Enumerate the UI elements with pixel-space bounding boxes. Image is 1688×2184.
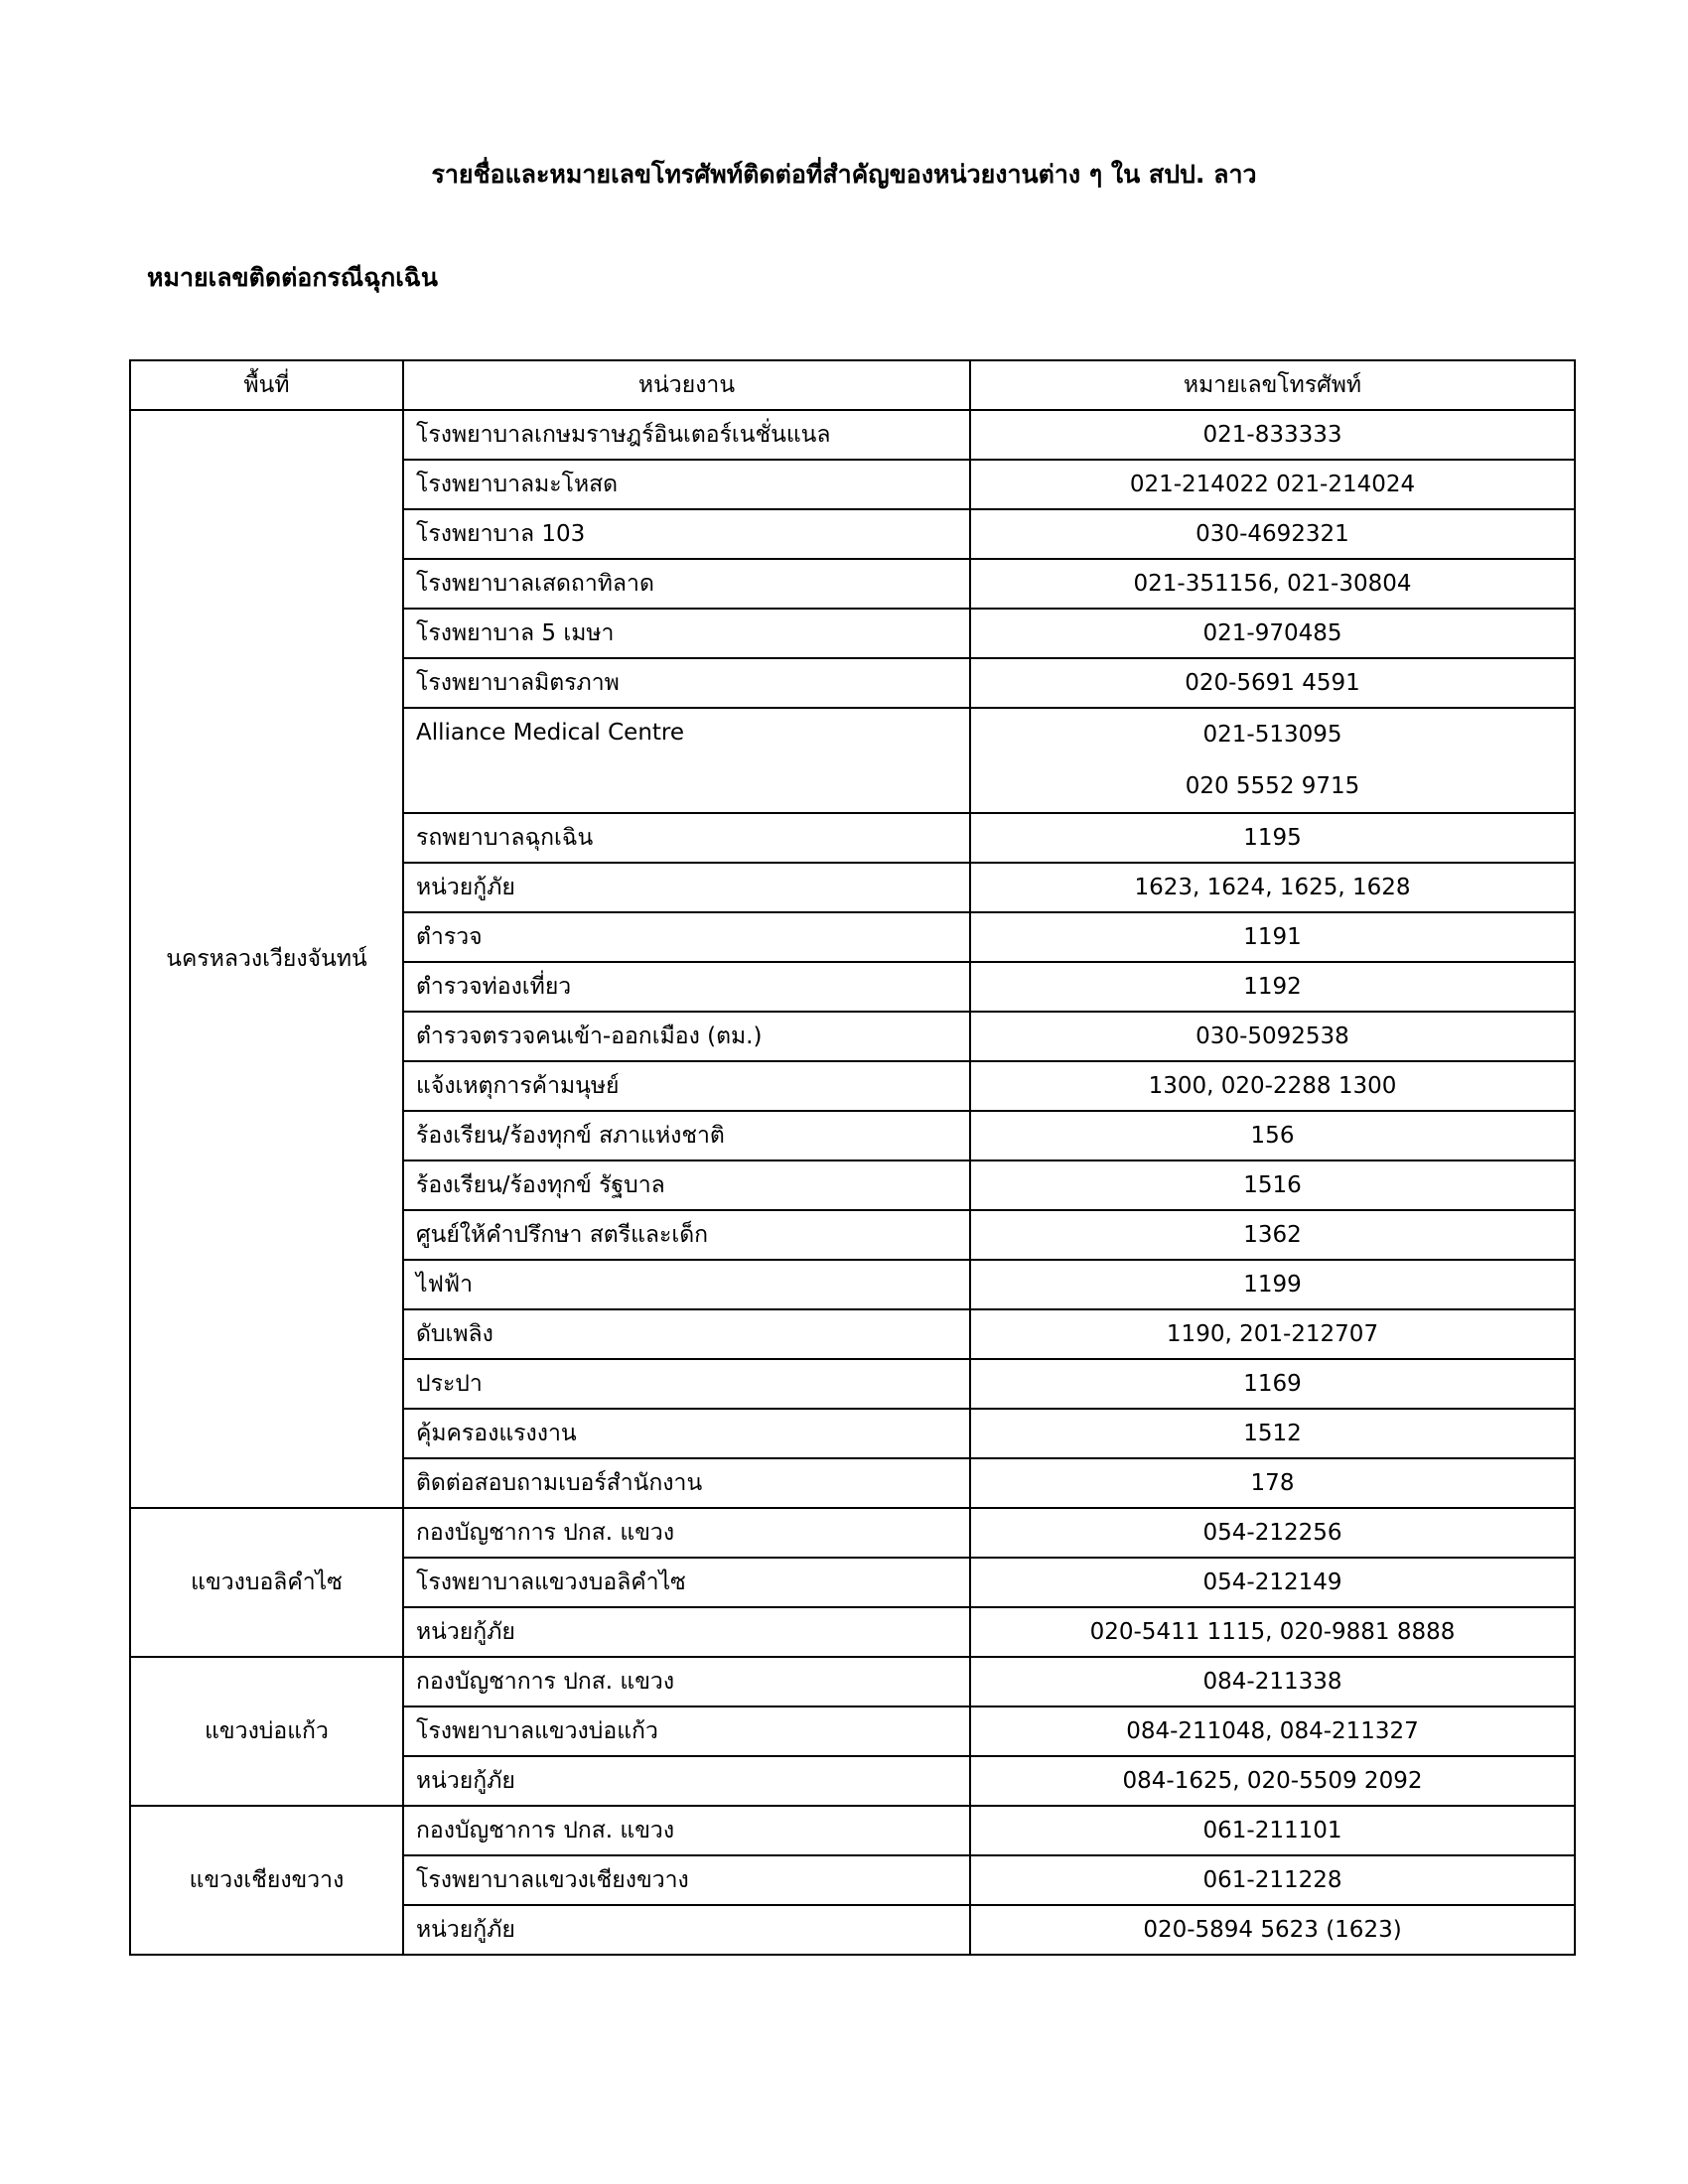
agency-cell: โรงพยาบาลแขวงบอลิคำไซ bbox=[403, 1558, 970, 1607]
table-row bbox=[130, 410, 1575, 460]
agency-cell: กองบัญชาการ ปกส. แขวง bbox=[403, 1508, 970, 1558]
agency-cell: ร้องเรียน/ร้องทุกข์ รัฐบาล bbox=[403, 1160, 970, 1210]
phone-cell: 1191 bbox=[970, 912, 1575, 962]
phone-cell: 030-4692321 bbox=[970, 509, 1575, 559]
phone-cell: 084-211338 bbox=[970, 1657, 1575, 1706]
area-cell: แขวงบอลิคำไซ bbox=[130, 1508, 403, 1657]
agency-cell: Alliance Medical Centre bbox=[403, 708, 970, 813]
table-body bbox=[130, 410, 1575, 1955]
agency-cell: รถพยาบาลฉุกเฉิน bbox=[403, 813, 970, 863]
agency-cell: ไฟฟ้า bbox=[403, 1260, 970, 1309]
agency-cell: โรงพยาบาล 103 bbox=[403, 509, 970, 559]
phone-cell: 021-970485 bbox=[970, 609, 1575, 658]
area-cell: นครหลวงเวียงจันทน์ bbox=[130, 410, 403, 1508]
phone-cell: 178 bbox=[970, 1458, 1575, 1508]
phone-cell: 1195 bbox=[970, 813, 1575, 863]
phone-cell bbox=[970, 708, 1575, 813]
phone-cell: 020-5894 5623 (1623) bbox=[970, 1905, 1575, 1955]
agency-cell: ติดต่อสอบถามเบอร์สำนักงาน bbox=[403, 1458, 970, 1508]
agency-cell: กองบัญชาการ ปกส. แขวง bbox=[403, 1806, 970, 1855]
agency-cell: หน่วยกู้ภัย bbox=[403, 863, 970, 912]
agency-cell: คุ้มครองแรงงาน bbox=[403, 1409, 970, 1458]
section-heading: หมายเลขติดต่อกรณีฉุกเฉิน bbox=[147, 263, 438, 292]
phone-cell: 054-212149 bbox=[970, 1558, 1575, 1607]
agency-cell: ตำรวจตรวจคนเข้า-ออกเมือง (ตม.) bbox=[403, 1012, 970, 1061]
phone-cell: 020-5691 4591 bbox=[970, 658, 1575, 708]
area-cell: แขวงเชียงขวาง bbox=[130, 1806, 403, 1955]
area-cell: แขวงบ่อแก้ว bbox=[130, 1657, 403, 1806]
phone-cell: 030-5092538 bbox=[970, 1012, 1575, 1061]
phone-cell: 1169 bbox=[970, 1359, 1575, 1409]
phone-cell: 021-351156, 021-30804 bbox=[970, 559, 1575, 609]
column-header-area: พื้นที่ bbox=[130, 360, 403, 410]
emergency-contacts-table bbox=[129, 359, 1576, 1956]
table-row bbox=[130, 1657, 1575, 1706]
agency-cell: ตำรวจ bbox=[403, 912, 970, 962]
phone-cell: 1190, 201-212707 bbox=[970, 1309, 1575, 1359]
phone-cell: 054-212256 bbox=[970, 1508, 1575, 1558]
agency-cell: โรงพยาบาลมะโหสด bbox=[403, 460, 970, 509]
phone-cell: 1516 bbox=[970, 1160, 1575, 1210]
phone-cell: 1300, 020-2288 1300 bbox=[970, 1061, 1575, 1111]
phone-cell: 1512 bbox=[970, 1409, 1575, 1458]
table-row bbox=[130, 1508, 1575, 1558]
column-header-agency: หน่วยงาน bbox=[403, 360, 970, 410]
agency-cell: ร้องเรียน/ร้องทุกข์ สภาแห่งชาติ bbox=[403, 1111, 970, 1160]
phone-number: 020 5552 9715 bbox=[1185, 773, 1360, 799]
agency-cell: หน่วยกู้ภัย bbox=[403, 1607, 970, 1657]
phone-cell: 021-214022 021-214024 bbox=[970, 460, 1575, 509]
agency-cell: กองบัญชาการ ปกส. แขวง bbox=[403, 1657, 970, 1706]
agency-cell: ประปา bbox=[403, 1359, 970, 1409]
agency-cell: โรงพยาบาลมิตรภาพ bbox=[403, 658, 970, 708]
agency-cell: โรงพยาบาล 5 เมษา bbox=[403, 609, 970, 658]
phone-cell: 061-211228 bbox=[970, 1855, 1575, 1905]
agency-cell: โรงพยาบาลแขวงบ่อแก้ว bbox=[403, 1706, 970, 1756]
agency-cell: ศูนย์ให้คำปรึกษา สตรีและเด็ก bbox=[403, 1210, 970, 1260]
phone-number: 021-513095 bbox=[1202, 722, 1342, 748]
agency-cell: หน่วยกู้ภัย bbox=[403, 1756, 970, 1806]
page-title: รายชื่อและหมายเลขโทรศัพท์ติดต่อที่สำคัญของหน่วยงานต่าง ๆ ใน สปป. ลาว bbox=[431, 160, 1257, 189]
phone-cell: 1362 bbox=[970, 1210, 1575, 1260]
phone-cell: 084-1625, 020-5509 2092 bbox=[970, 1756, 1575, 1806]
phone-cell: 061-211101 bbox=[970, 1806, 1575, 1855]
table-header-row bbox=[130, 360, 1575, 410]
phone-cell: 156 bbox=[970, 1111, 1575, 1160]
table-row bbox=[130, 1806, 1575, 1855]
agency-cell: แจ้งเหตุการค้ามนุษย์ bbox=[403, 1061, 970, 1111]
agency-cell: โรงพยาบาลเกษมราษฎร์อินเตอร์เนชั่นแนล bbox=[403, 410, 970, 460]
phone-cell: 1192 bbox=[970, 962, 1575, 1012]
phone-cell: 020-5411 1115, 020-9881 8888 bbox=[970, 1607, 1575, 1657]
agency-cell: ตำรวจท่องเที่ยว bbox=[403, 962, 970, 1012]
agency-cell: หน่วยกู้ภัย bbox=[403, 1905, 970, 1955]
column-header-phone: หมายเลขโทรศัพท์ bbox=[970, 360, 1575, 410]
phone-cell: 021-833333 bbox=[970, 410, 1575, 460]
agency-cell: โรงพยาบาลเสดถาทิลาด bbox=[403, 559, 970, 609]
phone-cell: 1199 bbox=[970, 1260, 1575, 1309]
agency-cell: โรงพยาบาลแขวงเชียงขวาง bbox=[403, 1855, 970, 1905]
agency-cell: ดับเพลิง bbox=[403, 1309, 970, 1359]
phone-cell: 1623, 1624, 1625, 1628 bbox=[970, 863, 1575, 912]
phone-cell: 084-211048, 084-211327 bbox=[970, 1706, 1575, 1756]
